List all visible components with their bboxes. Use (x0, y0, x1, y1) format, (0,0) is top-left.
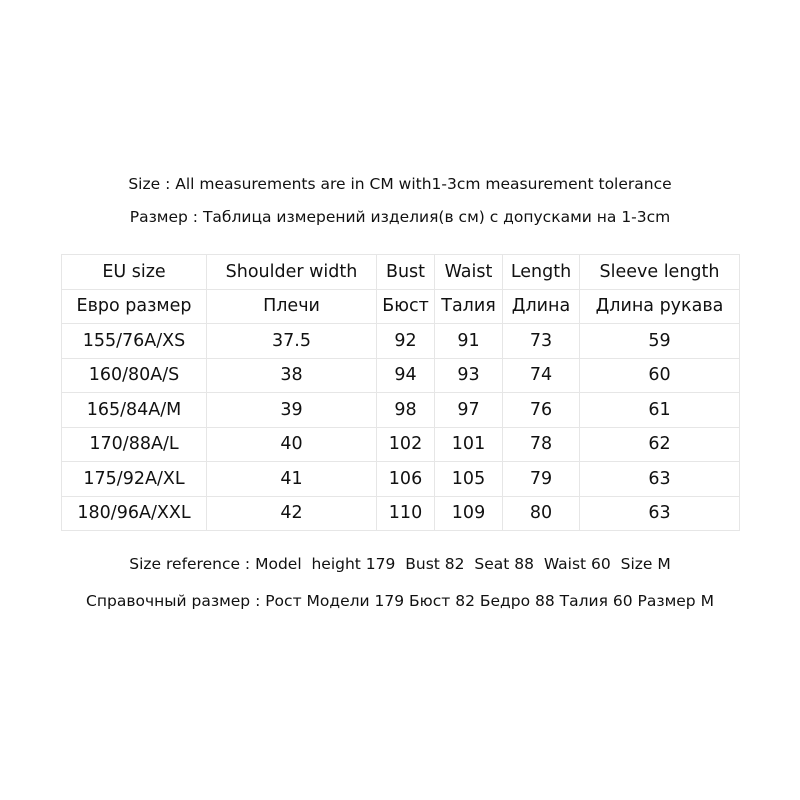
table-row (62, 393, 740, 428)
table-cell: 109 (435, 496, 503, 531)
table-row (62, 324, 740, 359)
table-cell: 37.5 (207, 324, 377, 359)
header-cell: Waist (435, 255, 503, 290)
table-cell: 59 (580, 324, 740, 359)
table-cell: 40 (207, 427, 377, 462)
table-cell: 80 (503, 496, 580, 531)
table-cell: 63 (580, 496, 740, 531)
table-cell: 101 (435, 427, 503, 462)
table-cell: 106 (377, 462, 435, 497)
header-cell: Bust (377, 255, 435, 290)
header-cell: Length (503, 255, 580, 290)
table-cell: 60 (580, 358, 740, 393)
table-cell: 39 (207, 393, 377, 428)
header-cell: Талия (435, 289, 503, 324)
table-cell: 63 (580, 462, 740, 497)
size-reference-en: Size reference : Model height 179 Bust 82 Seat 88 Waist 60 Size M (129, 555, 671, 573)
size-reference-ru: Справочный размер : Рост Модели 179 Бюст 82 Бедро 88 Талия 60 Размер М (86, 592, 714, 610)
table-cell: 41 (207, 462, 377, 497)
table-cell: 160/80A/S (62, 358, 207, 393)
table-row (62, 358, 740, 393)
measurement-note-en: Size : All measurements are in CM with1-3cm measurement tolerance (128, 175, 672, 193)
table-cell: 165/84A/M (62, 393, 207, 428)
table-cell: 93 (435, 358, 503, 393)
table-cell: 79 (503, 462, 580, 497)
header-cell: Длина (503, 289, 580, 324)
table-cell: 170/88A/L (62, 427, 207, 462)
table-row (62, 462, 740, 497)
header-cell: Shoulder width (207, 255, 377, 290)
table-cell: 98 (377, 393, 435, 428)
header-cell: Sleeve length (580, 255, 740, 290)
table-cell: 92 (377, 324, 435, 359)
table-cell: 97 (435, 393, 503, 428)
header-cell: Бюст (377, 289, 435, 324)
table-cell: 105 (435, 462, 503, 497)
table-cell: 76 (503, 393, 580, 428)
table-cell: 38 (207, 358, 377, 393)
table-cell: 91 (435, 324, 503, 359)
header-cell: Плечи (207, 289, 377, 324)
table-header-row-ru (62, 289, 740, 324)
header-cell: Евро размер (62, 289, 207, 324)
size-chart-table (61, 254, 740, 531)
table-cell: 175/92A/XL (62, 462, 207, 497)
table-cell: 73 (503, 324, 580, 359)
table-header-row-en (62, 255, 740, 290)
table-cell: 155/76A/XS (62, 324, 207, 359)
table-cell: 61 (580, 393, 740, 428)
header-cell: EU size (62, 255, 207, 290)
table-cell: 42 (207, 496, 377, 531)
table-row (62, 427, 740, 462)
table-cell: 102 (377, 427, 435, 462)
table-row (62, 496, 740, 531)
header-cell: Длина рукава (580, 289, 740, 324)
table-cell: 78 (503, 427, 580, 462)
table-cell: 62 (580, 427, 740, 462)
table-cell: 180/96A/XXL (62, 496, 207, 531)
table-cell: 74 (503, 358, 580, 393)
measurement-note-ru: Размер : Таблица измерений изделия(в см) с допусками на 1-3cm (129, 208, 671, 226)
table-cell: 94 (377, 358, 435, 393)
table-cell: 110 (377, 496, 435, 531)
